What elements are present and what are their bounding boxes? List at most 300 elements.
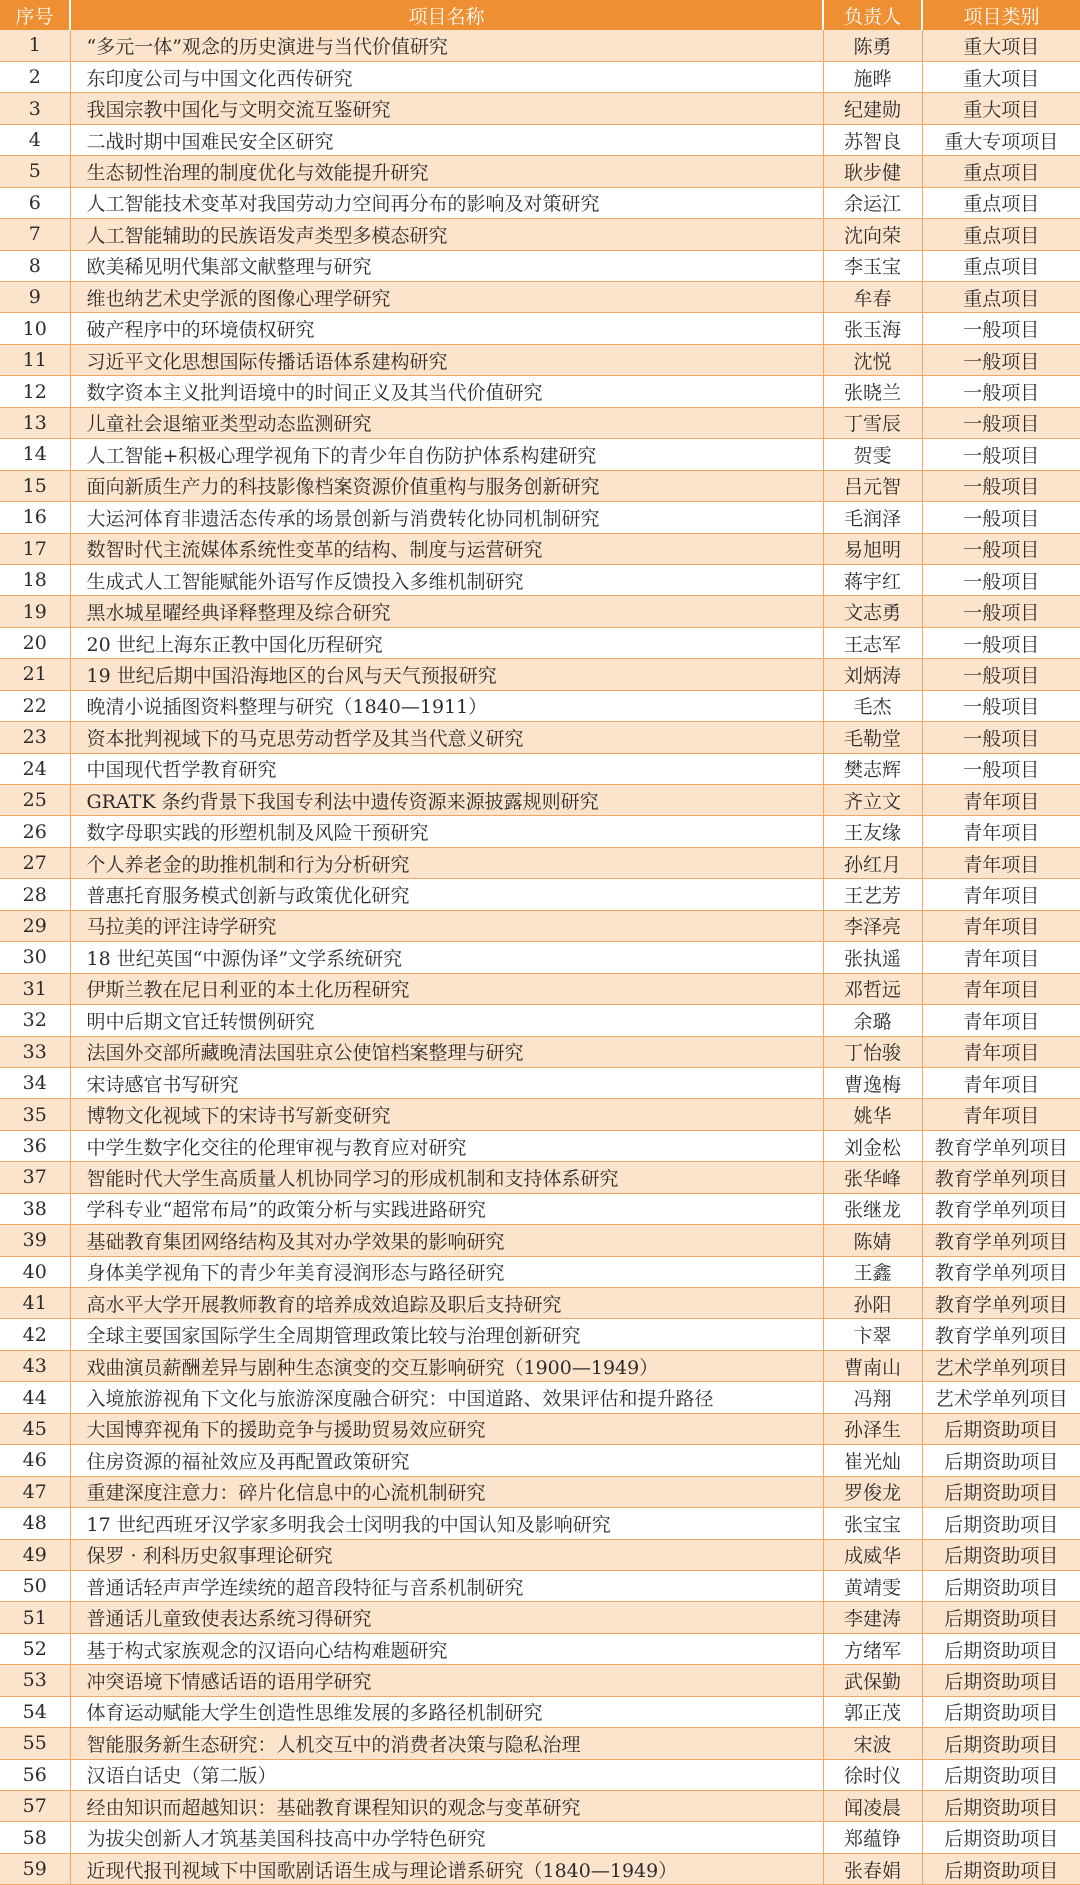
project-category: 后期资助项目 (922, 1633, 1080, 1664)
project-name: 智能时代大学生高质量人机协同学习的形成机制和支持体系研究 (70, 1162, 823, 1193)
table-row (0, 1005, 1080, 1036)
project-category: 青年项目 (922, 879, 1080, 910)
project-category: 后期资助项目 (922, 1539, 1080, 1570)
project-name: 为拔尖创新人才筑基美国科技高中办学特色研究 (70, 1822, 823, 1853)
project-name: 冲突语境下情感话语的语用学研究 (70, 1665, 823, 1696)
table-row (0, 1036, 1080, 1067)
project-leader: 张执遥 (823, 942, 922, 973)
table-body (0, 30, 1080, 1885)
project-leader: 易旭明 (823, 533, 922, 564)
row-number: 23 (0, 722, 70, 753)
table-row (0, 439, 1080, 470)
project-leader: 黄靖雯 (823, 1570, 922, 1601)
project-category: 一般项目 (922, 439, 1080, 470)
project-name: 个人养老金的助推机制和行为分析研究 (70, 847, 823, 878)
project-name: 戏曲演员薪酬差异与剧种生态演变的交互影响研究（1900—1949） (70, 1350, 823, 1381)
project-category: 青年项目 (922, 847, 1080, 878)
project-category: 重大项目 (922, 61, 1080, 92)
project-category: 后期资助项目 (922, 1445, 1080, 1476)
table-row (0, 344, 1080, 375)
row-number: 4 (0, 124, 70, 155)
table-row (0, 1853, 1080, 1884)
project-name: 学科专业“超常布局”的政策分析与实践进路研究 (70, 1193, 823, 1224)
project-name: 身体美学视角下的青少年美育浸润形态与路径研究 (70, 1256, 823, 1287)
row-number: 19 (0, 596, 70, 627)
project-leader: 余运江 (823, 187, 922, 218)
table-row (0, 942, 1080, 973)
table-row (0, 1476, 1080, 1507)
project-category: 后期资助项目 (922, 1508, 1080, 1539)
project-name: 普惠托育服务模式创新与政策优化研究 (70, 879, 823, 910)
project-category: 青年项目 (922, 910, 1080, 941)
project-category: 后期资助项目 (922, 1602, 1080, 1633)
project-leader: 陈婧 (823, 1225, 922, 1256)
project-leader: 曹逸梅 (823, 1067, 922, 1098)
project-name: GRATK 条约背景下我国专利法中遗传资源来源披露规则研究 (70, 785, 823, 816)
project-leader: 毛杰 (823, 690, 922, 721)
project-category: 青年项目 (922, 973, 1080, 1004)
project-name: 基础教育集团网络结构及其对办学效果的影响研究 (70, 1225, 823, 1256)
table-row (0, 1791, 1080, 1822)
project-name: 保罗 · 利科历史叙事理论研究 (70, 1539, 823, 1570)
project-category: 教育学单列项目 (922, 1162, 1080, 1193)
project-category: 青年项目 (922, 1005, 1080, 1036)
project-name: 博物文化视域下的宋诗书写新变研究 (70, 1099, 823, 1130)
project-leader: 徐时仪 (823, 1759, 922, 1790)
row-number: 7 (0, 219, 70, 250)
table-row (0, 250, 1080, 281)
table-row (0, 1130, 1080, 1161)
project-name: 人工智能+积极心理学视角下的青少年自伤防护体系构建研究 (70, 439, 823, 470)
project-name: “多元一体”观念的历史演进与当代价值研究 (70, 30, 823, 61)
project-name: 普通话儿童致使表达系统习得研究 (70, 1602, 823, 1633)
project-leader: 贺雯 (823, 439, 922, 470)
project-leader: 张春娟 (823, 1853, 922, 1884)
table-row (0, 156, 1080, 187)
project-category: 重大项目 (922, 93, 1080, 124)
project-leader: 余璐 (823, 1005, 922, 1036)
table-row (0, 973, 1080, 1004)
project-leader: 施晔 (823, 61, 922, 92)
project-leader: 卞翠 (823, 1319, 922, 1350)
row-number: 57 (0, 1791, 70, 1822)
project-category: 一般项目 (922, 502, 1080, 533)
project-name: 体育运动赋能大学生创造性思维发展的多路径机制研究 (70, 1696, 823, 1727)
row-number: 44 (0, 1382, 70, 1413)
project-category: 青年项目 (922, 1036, 1080, 1067)
row-number: 36 (0, 1130, 70, 1161)
project-category: 青年项目 (922, 785, 1080, 816)
table-row (0, 187, 1080, 218)
table-row (0, 1162, 1080, 1193)
table-row (0, 533, 1080, 564)
project-leader: 成威华 (823, 1539, 922, 1570)
row-number: 31 (0, 973, 70, 1004)
project-name: 面向新质生产力的科技影像档案资源价值重构与服务创新研究 (70, 470, 823, 501)
project-category: 重大项目 (922, 30, 1080, 61)
project-name: 数智时代主流媒体系统性变革的结构、制度与运营研究 (70, 533, 823, 564)
row-number: 25 (0, 785, 70, 816)
project-name: 普通话轻声声学连续统的超音段特征与音系机制研究 (70, 1570, 823, 1601)
project-leader: 方绪军 (823, 1633, 922, 1664)
table-row (0, 1696, 1080, 1727)
table-row (0, 1288, 1080, 1319)
project-leader: 耿步健 (823, 156, 922, 187)
row-number: 3 (0, 93, 70, 124)
row-number: 20 (0, 627, 70, 658)
table-row (0, 564, 1080, 595)
project-name: 数字母职实践的形塑机制及风险干预研究 (70, 816, 823, 847)
project-category: 教育学单列项目 (922, 1319, 1080, 1350)
project-name: 资本批判视域下的马克思劳动哲学及其当代意义研究 (70, 722, 823, 753)
row-number: 33 (0, 1036, 70, 1067)
table-row (0, 816, 1080, 847)
row-number: 21 (0, 659, 70, 690)
project-name: 马拉美的评注诗学研究 (70, 910, 823, 941)
project-name: 生成式人工智能赋能外语写作反馈投入多维机制研究 (70, 564, 823, 595)
row-number: 59 (0, 1853, 70, 1884)
project-category: 一般项目 (922, 533, 1080, 564)
project-category: 一般项目 (922, 344, 1080, 375)
project-category: 一般项目 (922, 564, 1080, 595)
project-leader: 蒋宇红 (823, 564, 922, 595)
project-leader: 郭正茂 (823, 1696, 922, 1727)
project-name: 18 世纪英国“中源伪译”文学系统研究 (70, 942, 823, 973)
table-row (0, 1099, 1080, 1130)
row-number: 39 (0, 1225, 70, 1256)
row-number: 2 (0, 61, 70, 92)
project-category: 教育学单列项目 (922, 1256, 1080, 1287)
project-leader: 李建涛 (823, 1602, 922, 1633)
project-leader: 武保勤 (823, 1665, 922, 1696)
project-name: 入境旅游视角下文化与旅游深度融合研究：中国道路、效果评估和提升路径 (70, 1382, 823, 1413)
project-name: 高水平大学开展教师教育的培养成效追踪及职后支持研究 (70, 1288, 823, 1319)
row-number: 34 (0, 1067, 70, 1098)
project-category: 青年项目 (922, 1067, 1080, 1098)
project-name: 儿童社会退缩亚类型动态监测研究 (70, 407, 823, 438)
row-number: 46 (0, 1445, 70, 1476)
project-leader: 纪建勋 (823, 93, 922, 124)
project-leader: 孙阳 (823, 1288, 922, 1319)
project-leader: 齐立文 (823, 785, 922, 816)
table-row (0, 879, 1080, 910)
project-name: 晚清小说插图资料整理与研究（1840—1911） (70, 690, 823, 721)
table-row (0, 1256, 1080, 1287)
project-name: 住房资源的福祉效应及再配置政策研究 (70, 1445, 823, 1476)
project-leader: 陈勇 (823, 30, 922, 61)
row-number: 37 (0, 1162, 70, 1193)
table-row (0, 219, 1080, 250)
project-leader: 丁雪辰 (823, 407, 922, 438)
project-name: 经由知识而超越知识：基础教育课程知识的观念与变革研究 (70, 1791, 823, 1822)
row-number: 49 (0, 1539, 70, 1570)
table-row (0, 690, 1080, 721)
project-category: 重点项目 (922, 282, 1080, 313)
row-number: 38 (0, 1193, 70, 1224)
project-leader: 毛润泽 (823, 502, 922, 533)
table-row (0, 627, 1080, 658)
row-number: 35 (0, 1099, 70, 1130)
row-number: 48 (0, 1508, 70, 1539)
project-category: 一般项目 (922, 596, 1080, 627)
row-number: 41 (0, 1288, 70, 1319)
project-leader: 王艺芳 (823, 879, 922, 910)
row-number: 29 (0, 910, 70, 941)
row-number: 12 (0, 376, 70, 407)
project-category: 青年项目 (922, 816, 1080, 847)
project-leader: 毛勒堂 (823, 722, 922, 753)
table-header (0, 0, 1080, 30)
project-category: 一般项目 (922, 313, 1080, 344)
project-category: 一般项目 (922, 376, 1080, 407)
table-row (0, 1633, 1080, 1664)
project-name: 17 世纪西班牙汉学家多明我会士闵明我的中国认知及影响研究 (70, 1508, 823, 1539)
project-category: 后期资助项目 (922, 1413, 1080, 1444)
project-name: 东印度公司与中国文化西传研究 (70, 61, 823, 92)
project-name: 人工智能辅助的民族语发声类型多模态研究 (70, 219, 823, 250)
project-category: 一般项目 (922, 407, 1080, 438)
table-row (0, 785, 1080, 816)
table-row (0, 1508, 1080, 1539)
project-leader: 张继龙 (823, 1193, 922, 1224)
project-category: 后期资助项目 (922, 1759, 1080, 1790)
row-number: 5 (0, 156, 70, 187)
header-row (0, 0, 1080, 30)
row-number: 17 (0, 533, 70, 564)
project-name: 法国外交部所藏晚清法国驻京公使馆档案整理与研究 (70, 1036, 823, 1067)
table-row (0, 282, 1080, 313)
row-number: 26 (0, 816, 70, 847)
project-category: 一般项目 (922, 627, 1080, 658)
project-leader: 沈悦 (823, 344, 922, 375)
project-category: 一般项目 (922, 690, 1080, 721)
row-number: 16 (0, 502, 70, 533)
row-number: 51 (0, 1602, 70, 1633)
row-number: 15 (0, 470, 70, 501)
header-leader: 负责人 (823, 0, 922, 30)
table-row (0, 407, 1080, 438)
project-category: 后期资助项目 (922, 1665, 1080, 1696)
table-row (0, 1728, 1080, 1759)
project-name: 大运河体育非遗活态传承的场景创新与消费转化协同机制研究 (70, 502, 823, 533)
project-name: 大国博弈视角下的援助竞争与援助贸易效应研究 (70, 1413, 823, 1444)
project-name: 19 世纪后期中国沿海地区的台风与天气预报研究 (70, 659, 823, 690)
project-category: 一般项目 (922, 470, 1080, 501)
project-name: 人工智能技术变革对我国劳动力空间再分布的影响及对策研究 (70, 187, 823, 218)
project-category: 后期资助项目 (922, 1570, 1080, 1601)
header-project-name: 项目名称 (70, 0, 823, 30)
project-name: 宋诗感官书写研究 (70, 1067, 823, 1098)
project-name: 伊斯兰教在尼日利亚的本土化历程研究 (70, 973, 823, 1004)
project-leader: 宋波 (823, 1728, 922, 1759)
table-row (0, 93, 1080, 124)
project-leader: 牟春 (823, 282, 922, 313)
project-leader: 张玉海 (823, 313, 922, 344)
project-category: 重点项目 (922, 187, 1080, 218)
table-row (0, 30, 1080, 61)
table-row (0, 1759, 1080, 1790)
table-row (0, 1382, 1080, 1413)
project-category: 重点项目 (922, 156, 1080, 187)
project-name: 生态韧性治理的制度优化与效能提升研究 (70, 156, 823, 187)
table-row (0, 1067, 1080, 1098)
project-category: 教育学单列项目 (922, 1193, 1080, 1224)
project-name: 黑水城星曜经典译释整理及综合研究 (70, 596, 823, 627)
project-category: 教育学单列项目 (922, 1288, 1080, 1319)
table-row (0, 313, 1080, 344)
row-number: 8 (0, 250, 70, 281)
row-number: 42 (0, 1319, 70, 1350)
row-number: 13 (0, 407, 70, 438)
project-name: 中国现代哲学教育研究 (70, 753, 823, 784)
table-row (0, 470, 1080, 501)
project-leader: 曹南山 (823, 1350, 922, 1381)
project-category: 一般项目 (922, 659, 1080, 690)
row-number: 9 (0, 282, 70, 313)
row-number: 18 (0, 564, 70, 595)
project-name: 近现代报刊视域下中国歌剧话语生成与理论谱系研究（1840—1949） (70, 1853, 823, 1884)
row-number: 53 (0, 1665, 70, 1696)
project-category: 青年项目 (922, 1099, 1080, 1130)
project-category: 艺术学单列项目 (922, 1350, 1080, 1381)
project-leader: 郑蕴铮 (823, 1822, 922, 1853)
project-leader: 李泽亮 (823, 910, 922, 941)
table-row (0, 753, 1080, 784)
project-leader: 丁怡骏 (823, 1036, 922, 1067)
row-number: 50 (0, 1570, 70, 1601)
table-row (0, 124, 1080, 155)
table-row (0, 1539, 1080, 1570)
project-leader: 王志军 (823, 627, 922, 658)
table-row (0, 1445, 1080, 1476)
table-row (0, 1665, 1080, 1696)
project-name: 基于构式家族观念的汉语向心结构难题研究 (70, 1633, 823, 1664)
project-leader: 崔光灿 (823, 1445, 922, 1476)
project-name: 明中后期文官迁转惯例研究 (70, 1005, 823, 1036)
row-number: 43 (0, 1350, 70, 1381)
header-no: 序号 (0, 0, 70, 30)
table-row (0, 1350, 1080, 1381)
project-category: 后期资助项目 (922, 1696, 1080, 1727)
project-leader: 刘金松 (823, 1130, 922, 1161)
project-name: 中学生数字化交往的伦理审视与教育应对研究 (70, 1130, 823, 1161)
row-number: 6 (0, 187, 70, 218)
project-leader: 王友缘 (823, 816, 922, 847)
project-category: 青年项目 (922, 942, 1080, 973)
table-row (0, 659, 1080, 690)
row-number: 28 (0, 879, 70, 910)
project-leader: 李玉宝 (823, 250, 922, 281)
project-leader: 闻凌晨 (823, 1791, 922, 1822)
table-row (0, 1225, 1080, 1256)
row-number: 45 (0, 1413, 70, 1444)
table-row (0, 596, 1080, 627)
project-category: 教育学单列项目 (922, 1130, 1080, 1161)
table-row (0, 1413, 1080, 1444)
row-number: 27 (0, 847, 70, 878)
row-number: 22 (0, 690, 70, 721)
project-leader: 姚华 (823, 1099, 922, 1130)
row-number: 54 (0, 1696, 70, 1727)
project-leader: 文志勇 (823, 596, 922, 627)
row-number: 47 (0, 1476, 70, 1507)
project-leader: 冯翔 (823, 1382, 922, 1413)
project-leader: 樊志辉 (823, 753, 922, 784)
project-name: 习近平文化思想国际传播话语体系建构研究 (70, 344, 823, 375)
project-leader: 沈向荣 (823, 219, 922, 250)
table-row (0, 1570, 1080, 1601)
project-name: 我国宗教中国化与文明交流互鉴研究 (70, 93, 823, 124)
project-name: 维也纳艺术史学派的图像心理学研究 (70, 282, 823, 313)
row-number: 24 (0, 753, 70, 784)
row-number: 10 (0, 313, 70, 344)
project-category: 后期资助项目 (922, 1822, 1080, 1853)
project-category: 一般项目 (922, 753, 1080, 784)
table-row (0, 1193, 1080, 1224)
project-name: 重建深度注意力：碎片化信息中的心流机制研究 (70, 1476, 823, 1507)
project-name: 破产程序中的环境债权研究 (70, 313, 823, 344)
row-number: 32 (0, 1005, 70, 1036)
project-category: 艺术学单列项目 (922, 1382, 1080, 1413)
project-leader: 孙泽生 (823, 1413, 922, 1444)
project-category: 教育学单列项目 (922, 1225, 1080, 1256)
project-name: 20 世纪上海东正教中国化历程研究 (70, 627, 823, 658)
table-row (0, 1319, 1080, 1350)
table-row (0, 1602, 1080, 1633)
row-number: 52 (0, 1633, 70, 1664)
project-category: 重点项目 (922, 219, 1080, 250)
project-leader: 张华峰 (823, 1162, 922, 1193)
project-category: 一般项目 (922, 722, 1080, 753)
row-number: 40 (0, 1256, 70, 1287)
project-name: 欧美稀见明代集部文献整理与研究 (70, 250, 823, 281)
project-name: 全球主要国家国际学生全周期管理政策比较与治理创新研究 (70, 1319, 823, 1350)
project-leader: 苏智良 (823, 124, 922, 155)
row-number: 56 (0, 1759, 70, 1790)
project-leader: 张晓兰 (823, 376, 922, 407)
header-category: 项目类别 (922, 0, 1080, 30)
table-row (0, 1822, 1080, 1853)
row-number: 55 (0, 1728, 70, 1759)
row-number: 30 (0, 942, 70, 973)
project-leader: 孙红月 (823, 847, 922, 878)
project-name: 汉语白话史（第二版） (70, 1759, 823, 1790)
row-number: 1 (0, 30, 70, 61)
table-row (0, 722, 1080, 753)
project-category: 后期资助项目 (922, 1728, 1080, 1759)
project-name: 数字资本主义批判语境中的时间正义及其当代价值研究 (70, 376, 823, 407)
table-row (0, 502, 1080, 533)
project-leader: 刘炳涛 (823, 659, 922, 690)
row-number: 14 (0, 439, 70, 470)
project-leader: 邓哲远 (823, 973, 922, 1004)
project-name: 智能服务新生态研究：人机交互中的消费者决策与隐私治理 (70, 1728, 823, 1759)
project-name: 二战时期中国难民安全区研究 (70, 124, 823, 155)
project-category: 重大专项项目 (922, 124, 1080, 155)
project-leader: 张宝宝 (823, 1508, 922, 1539)
row-number: 58 (0, 1822, 70, 1853)
table-row (0, 376, 1080, 407)
project-leader: 吕元智 (823, 470, 922, 501)
table-row (0, 61, 1080, 92)
project-category: 重点项目 (922, 250, 1080, 281)
table-row (0, 847, 1080, 878)
project-category: 后期资助项目 (922, 1476, 1080, 1507)
table-row (0, 910, 1080, 941)
project-leader: 罗俊龙 (823, 1476, 922, 1507)
project-category: 后期资助项目 (922, 1791, 1080, 1822)
project-category: 后期资助项目 (922, 1853, 1080, 1884)
